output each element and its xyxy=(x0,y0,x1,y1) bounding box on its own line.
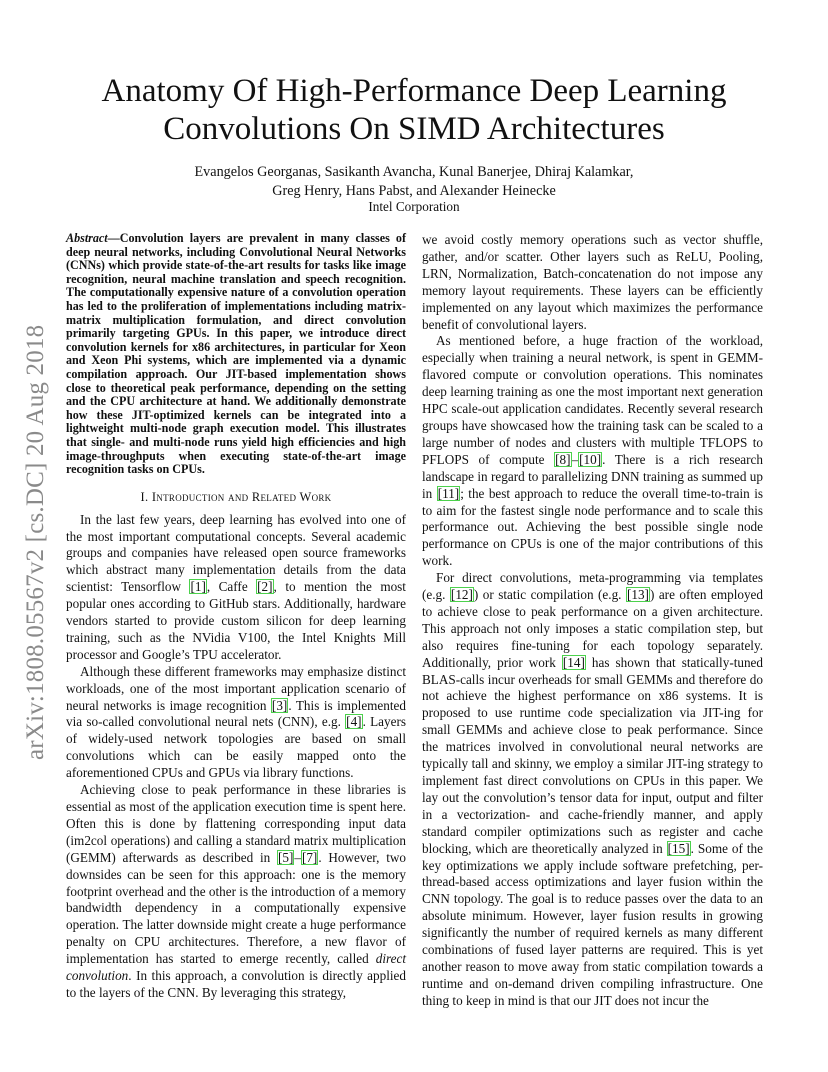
author-list xyxy=(0,163,828,201)
text-run: For direct convolutions, meta-programming via templates (e.g. xyxy=(422,570,763,603)
intro-paragraph-3 xyxy=(66,782,406,1002)
intro-paragraph-1 xyxy=(66,512,406,664)
text-run: Although these different frameworks may emphasize distinct workloads, one of the most important application scenario of neural networks is image recognition xyxy=(66,663,406,713)
text-run: – xyxy=(571,451,579,467)
abstract xyxy=(66,232,406,477)
abstract-label: Abstract xyxy=(66,231,108,245)
intro-paragraph-2 xyxy=(66,664,406,782)
text-run: , to mention the most popular ones according to GitHub stars. Additionally, hardware vendors started to provide custom silicon for deep learning training, such as the NVidia V100, the Intel Knights Mill processor and Google’s TPU accelerator. xyxy=(66,579,406,662)
citation-link[interactable]: [3] xyxy=(271,697,288,713)
text-run: As mentioned before, a huge fraction of the workload, especially when training a neural network, is spent in GEMM-flavored compute or convolution operations. This nominates deep learning training as one the most important next generation HPC scale-out application candidates. Recently several research groups have showcased how the training task can be scaled to a large number of nodes and clusters with multiple TFLOPS to PFLOPS of compute xyxy=(422,333,763,467)
text-run: . Some of the key optimizations we apply include software prefetching, per-thread-based access optimizations and layer fusion within the CNN topology. The goal is to reduce passes over the data to an absolute minimum. However, layer fusion results in growing significantly the number of required kernels as many different combinations of fused layer patterns are required. This is yet another reason to move away from static compilation towards a runtime and on-demand driven compiling infrastructure. One thing to keep in mind is that our JIT does not incur the xyxy=(422,840,763,1008)
section-number: I. xyxy=(140,489,149,504)
right-paragraph-2 xyxy=(422,333,763,570)
abstract-text: —Convolution layers are prevalent in many classes of deep neural networks, including Convolutional Neural Networks (CNNs) which provide state-of-the-art results for tasks like image recognition, neural machine translation and speech recognition. The computationally expensive nature of a convolution operation has led to the proliferation of implementations including matrix-matrix multiplication formulation, and direct convolution primarily targeting GPUs. In this paper, we introduce direct convolution kernels for x86 architectures, in particular for Xeon and Xeon Phi systems, which are implemented via a dynamic compilation approach. Our JIT-based implementation shows close to theoretical peak performance, depending on the setting and the CPU architecture at hand. We additionally demonstrate how these JIT-optimized kernels can be integrated into a lightweight multi-node graph execution model. This illustrates that single- and multi-node runs yield high efficiencies and high image-throughputs when executing state-of-the-art image recognition tasks on CPUs. xyxy=(66,231,406,477)
text-run: has shown that statically-tuned BLAS-calls incur overheads for small GEMMs and therefore do not achieve the highest performance on x86 systems. It is proposed to use runtime code specialization via JIT-ing for small GEMMs and achieve close to peak performance. Since the matrices involved in convolutional neural networks are typically tall and skinny, we employ a similar JIT-ing strategy to implement fast direct convolutions on CPUs in this paper. We lay out the convolution’s tensor data for input, output and filter in a vectorization- and cache-friendly manner, and apply standard compiler optimizations such as register and cache blocking, which are theoretically analyzed in xyxy=(422,654,764,856)
citation-link[interactable]: [14] xyxy=(562,654,585,670)
citation-link[interactable]: [12] xyxy=(450,587,473,603)
citation-link[interactable]: [1] xyxy=(190,579,206,595)
left-column xyxy=(66,232,406,1002)
text-run: ) or static compilation (e.g. xyxy=(473,587,626,603)
affiliation: Intel Corporation xyxy=(368,199,460,214)
authors-line-2: Greg Henry, Hans Pabst, and Alexander Heinecke xyxy=(272,183,556,199)
right-column xyxy=(422,232,763,1010)
citation-link[interactable]: [7] xyxy=(301,849,318,865)
citation-link[interactable]: [10] xyxy=(579,451,602,467)
text-run: . There is a rich research landscape in regard to parallelizing DNN training as summed up in xyxy=(422,451,763,501)
text-run: ; the best approach to reduce the overall time-to-train is to aim for the fastest single node performance and to scale this performance out. Achieving the best possible single node performance on CPUs is one of the major contributions of this work. xyxy=(422,485,763,569)
citation-link[interactable]: [15] xyxy=(667,840,690,856)
text-run: . However, two downsides can be seen for this approach: one is the memory footprint overhead and the other is the introduction of a memory bandwidth dependency in a computationally expensive operation. The latter downside might create a huge performance penalty on CPU architectures. Therefore, a new flavor of implementation has started to emerge recently, called xyxy=(66,849,406,967)
text-run: . This is implemented via so-called convolutional neural nets (CNN), e.g. xyxy=(66,697,406,730)
text-run: . In this approach, a convolution is directly applied to the layers of the CNN. By leveraging this strategy, xyxy=(66,968,406,1000)
text-run: . Layers of widely-used network topologies are based on small convolutions which can be easily mapped onto the aforementioned CPUs and GPUs via library functions. xyxy=(66,714,406,781)
text-run: – xyxy=(294,849,301,865)
citation-link[interactable]: [11] xyxy=(437,485,460,501)
citation-link[interactable]: [13] xyxy=(626,587,649,603)
paper-title xyxy=(0,72,828,148)
citation-link[interactable]: [8] xyxy=(555,451,571,467)
citation-link[interactable]: [2] xyxy=(257,579,273,595)
right-paragraph-3 xyxy=(422,570,763,1010)
text-run: Achieving close to peak performance in these libraries is essential as most of the application execution time is spent here. Often this is done by flattening corresponding input data (im2col operations) and calling a standard matrix multiplication (GEMM) afterwards as described in xyxy=(66,782,406,865)
text-run: ) are often employed to achieve close to peak performance on a given architecture. This approach not only imposes a static compilation step, but also requires fine-tuning for each topology separately. Additionally, prior work xyxy=(422,587,763,670)
right-paragraph-1: we avoid costly memory operations such as vector shuffle, gather, and/or scatter. Other layers such as ReLU, Pooling, LRN, Normalization, Batch-concatenation do not impose any memory layout requirements. These layers can be efficiently implemented on any layout which maximizes the performance benefit of convolutional layers. xyxy=(422,232,763,332)
emphasis-text: direct convolution xyxy=(66,951,406,984)
arxiv-identifier[interactable]: arXiv:1808.05567v2 [cs.DC] 20 Aug 2018 xyxy=(22,324,49,760)
text-run: In the last few years, deep learning has evolved into one of the most important computational concepts. Several academic groups and companies have released open source frameworks which abstract many implementation details from the data scientist: Tensorflow xyxy=(66,511,406,595)
citation-link[interactable]: [5] xyxy=(277,849,294,865)
authors-line-1: Evangelos Georganas, Sasikanth Avancha, Kunal Banerjee, Dhiraj Kalamkar, xyxy=(194,164,634,180)
title-line-1: Anatomy Of High-Performance Deep Learning xyxy=(101,73,727,109)
text-run: , Caffe xyxy=(206,579,257,595)
section-heading xyxy=(66,489,406,506)
section-title: Introduction and Related Work xyxy=(151,489,332,504)
title-line-2: Convolutions On SIMD Architectures xyxy=(163,111,665,147)
citation-link[interactable]: [4] xyxy=(346,714,362,730)
